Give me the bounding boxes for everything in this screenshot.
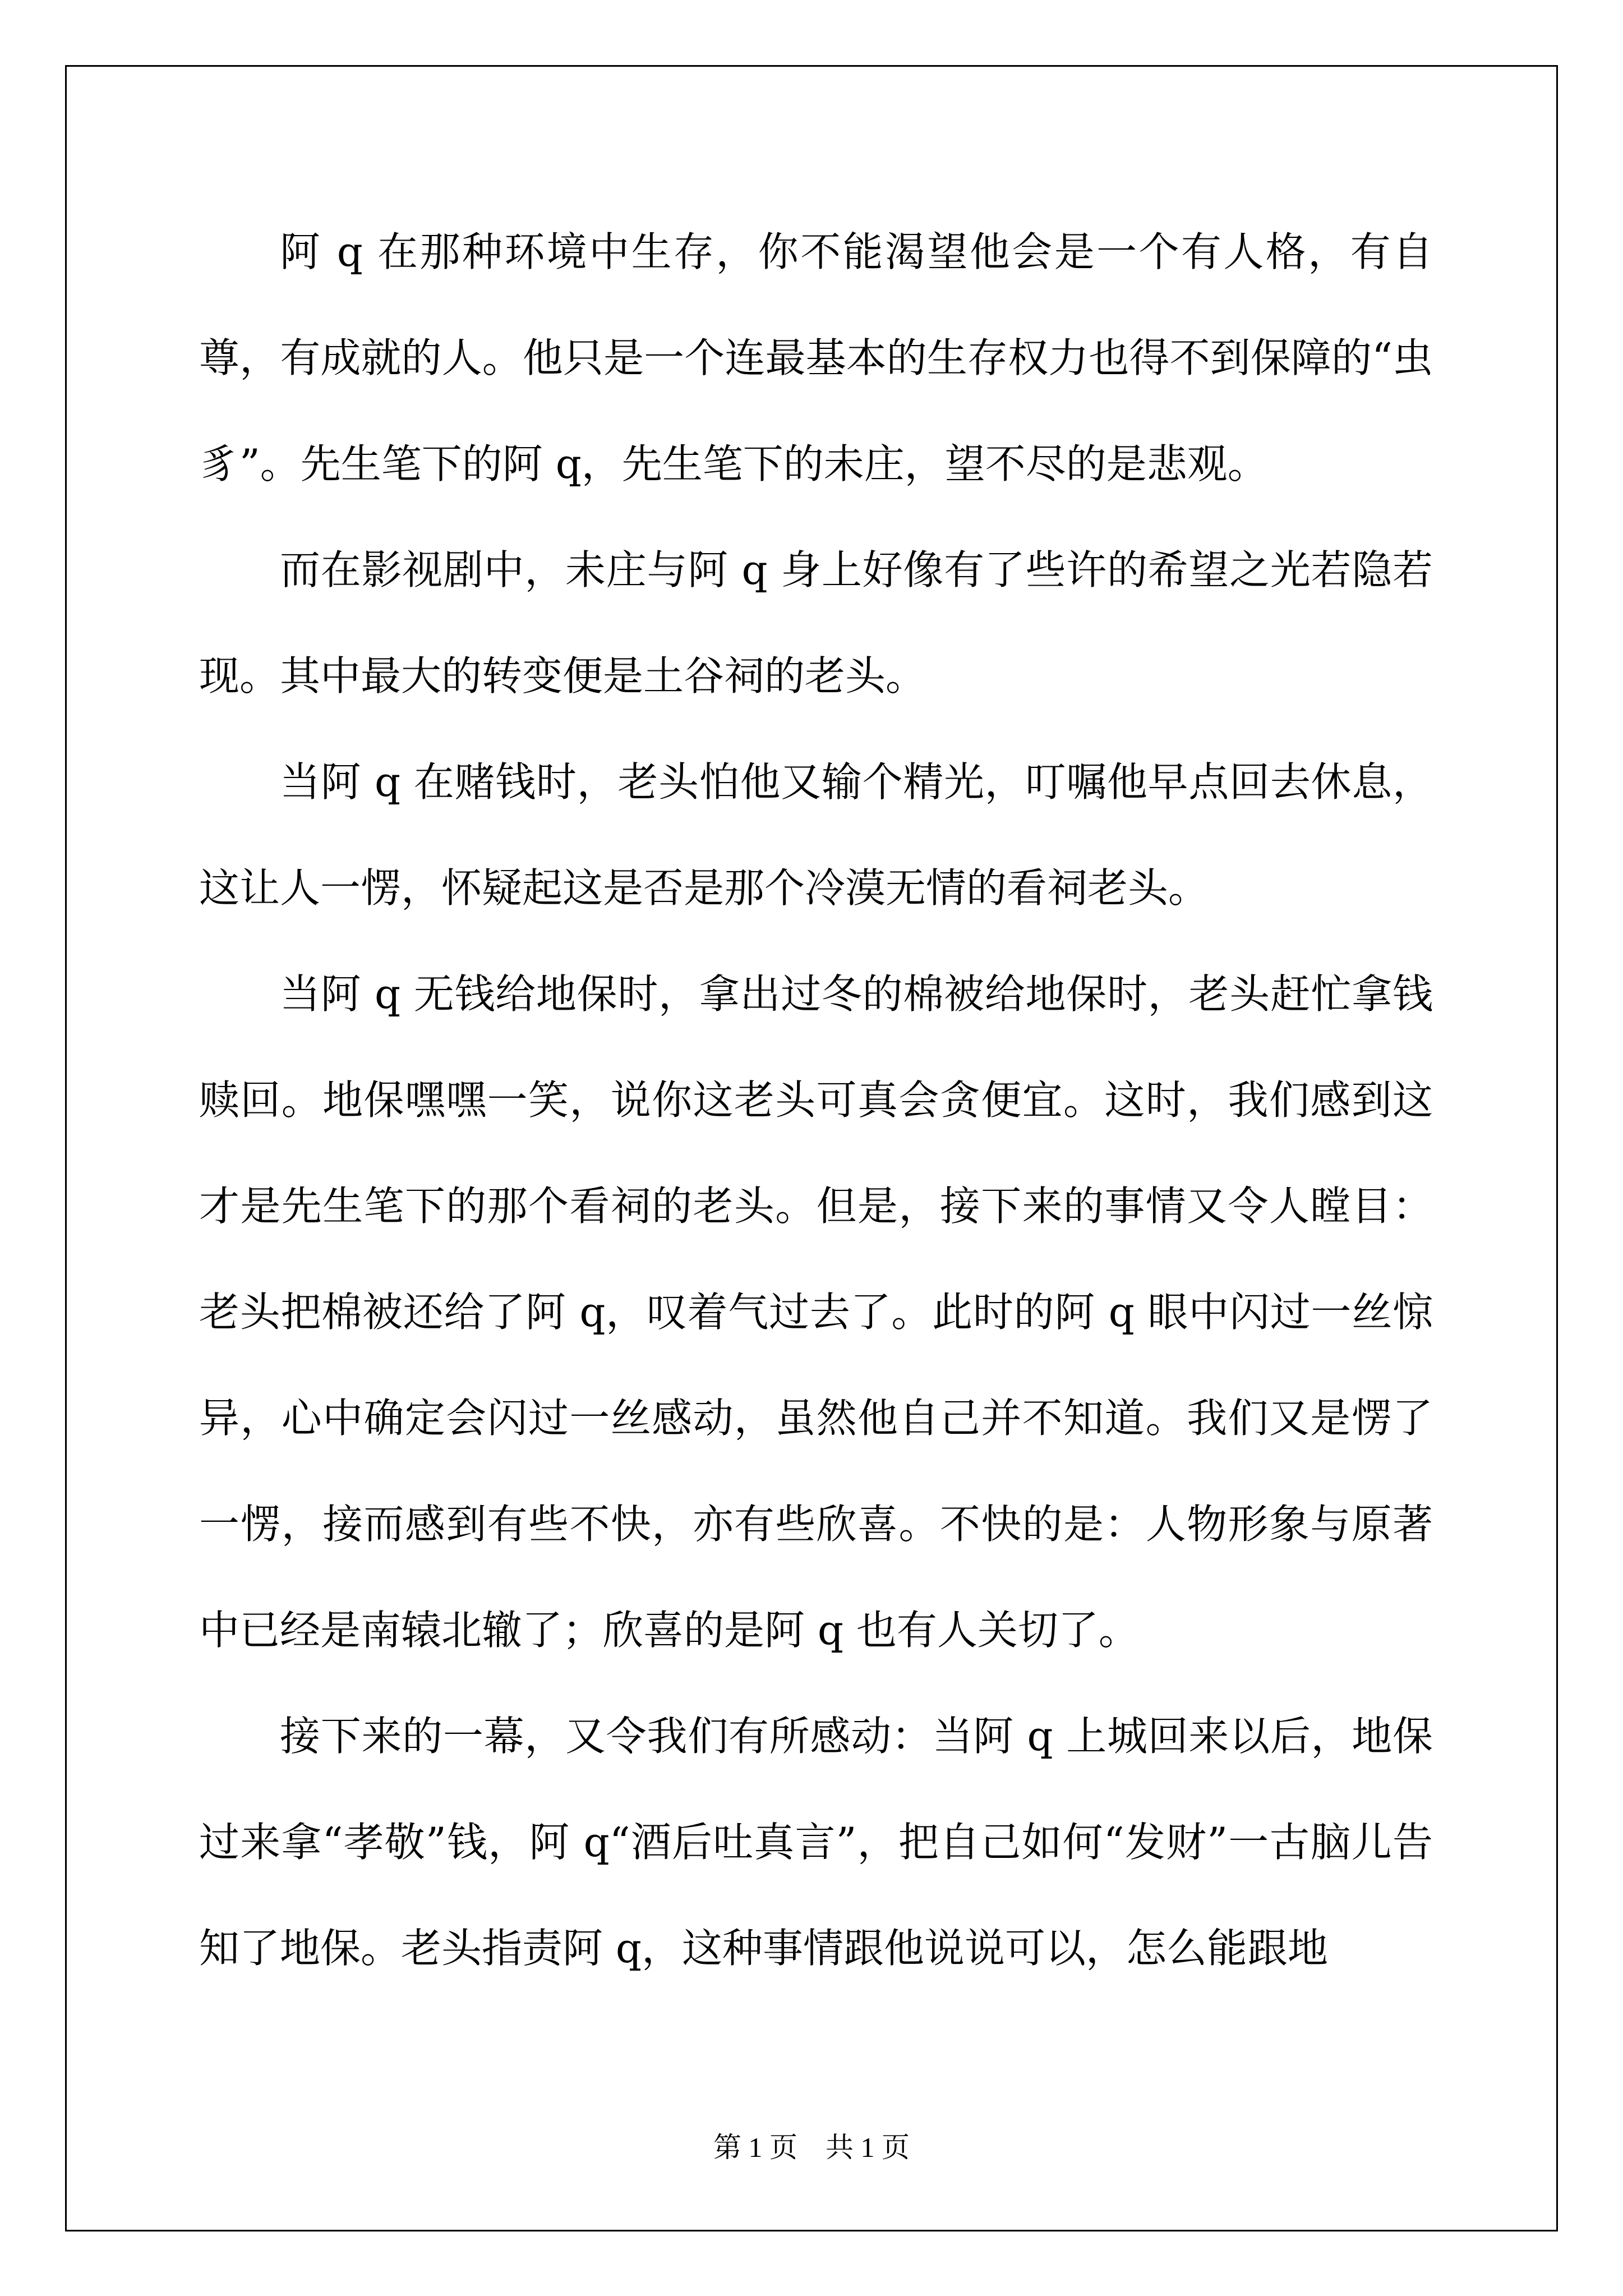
page-number-total: 共 1 页	[826, 2132, 910, 2163]
document-body	[199, 199, 1433, 2001]
page-footer	[0, 2131, 1623, 2164]
paragraph-1: 阿 q 在那种环境中生存，你不能渴望他会是一个有人格，有自尊，有成就的人。他只是一个连最基本的生存权力也得不到保障的“虫豸”。先生笔下的阿 q，先生笔下的未庄，望不尽的是悲观。	[199, 228, 1433, 487]
page-number-current: 第 1 页	[713, 2132, 797, 2163]
paragraph-2: 而在影视剧中，未庄与阿 q 身上好像有了些许的希望之光若隐若现。其中最大的转变便是土谷祠的老头。	[199, 546, 1433, 700]
paragraph-4: 当阿 q 无钱给地保时，拿出过冬的棉被给地保时，老头赶忙拿钱赎回。地保嘿嘿一笑，说你这老头可真会贪便宜。这时，我们感到这才是先生笔下的那个看祠的老头。但是，接下来的事情又令人瞠目：老头把棉被还给了阿 q，叹着气过去了。此时的阿 q 眼中闪过一丝惊异，心中确定会闪过一丝感动，虽然他自己并不知道。我们又是愣了一愣，接而感到有些不快，亦有些欣喜。不快的是：人物形象与原著中已经是南辕北辙了；欣喜的是阿 q 也有人关切了。	[199, 970, 1433, 1654]
paragraph-5: 接下来的一幕，又令我们有所感动：当阿 q 上城回来以后，地保过来拿“孝敬”钱，阿 q“酒后吐真言”，把自己如何“发财”一古脑儿告知了地保。老头指责阿 q，这种事情跟他说说可以，怎么能跟地	[199, 1713, 1433, 1972]
paragraph-3: 当阿 q 在赌钱时，老头怕他又输个精光，叮嘱他早点回去休息，这让人一愣，怀疑起这是否是那个冷漠无情的看祠老头。	[199, 758, 1433, 912]
